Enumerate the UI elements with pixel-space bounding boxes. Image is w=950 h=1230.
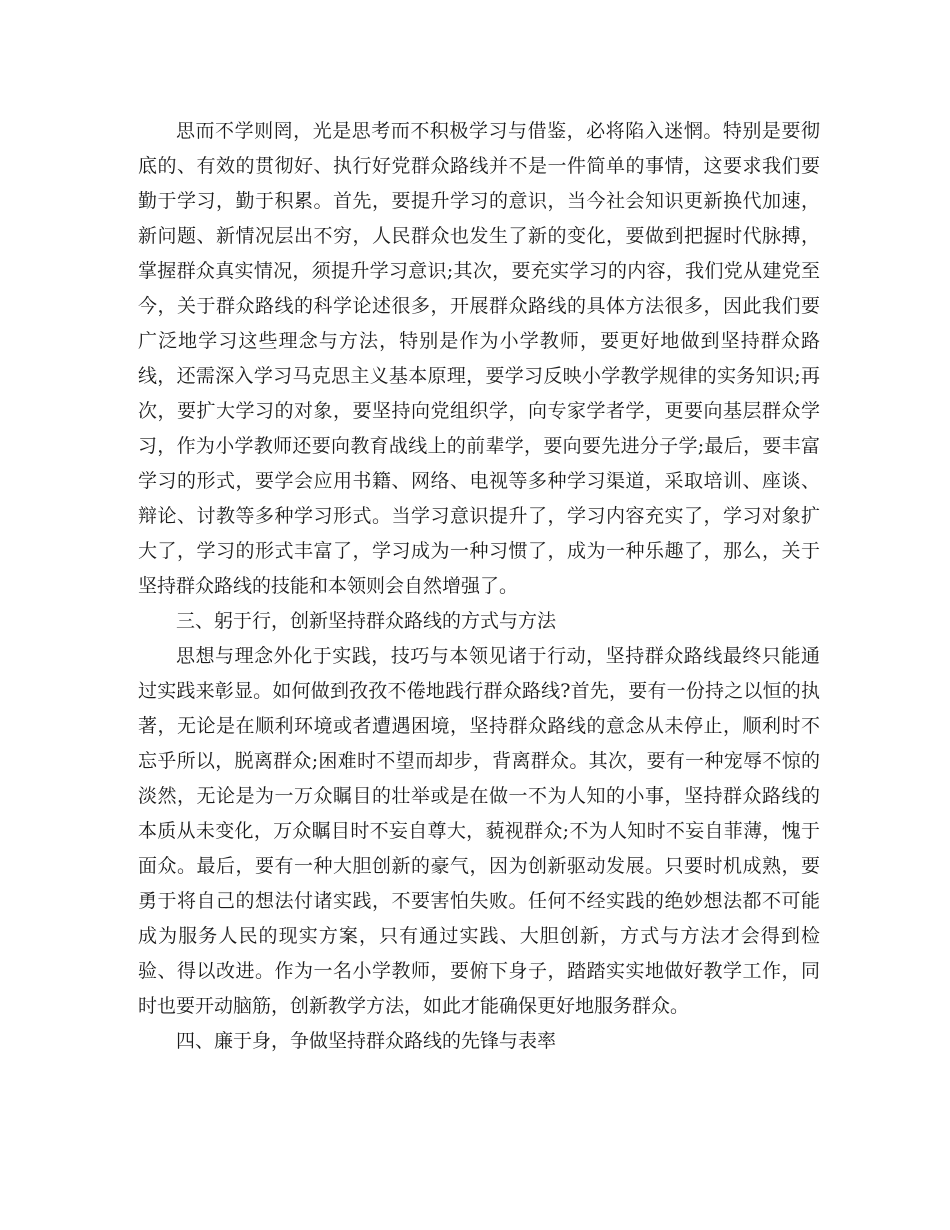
body-paragraph: 思想与理念外化于实践，技巧与本领见诸于行动，坚持群众路线最终只能通过实践来彰显。如何做到孜孜不倦地践行群众路线?首先，要有一份持之以恒的执著，无论是在顺利环境或者遭遇困境，坚持群众路线的意念从未停止，顺利时不忘乎所以，脱离群众;困难时不望而却步，背离群众。其次，要有一种宠辱不惊的淡然，无论是为一万众瞩目的壮举或是在做一不为人知的小事，坚持群众路线的本质从未变化，万众瞩目时不妄自尊大，藐视群众;不为人知时不妄自菲薄，愧于面众。最后，要有一种大胆创新的豪气，因为创新驱动发展。只要时机成熟，要勇于将自己的想法付诸实践，不要害怕失败。任何不经实践的绝妙想法都不可能成为服务人民的现实方案，只有通过实践、大胆创新，方式与方法才会得到检验、得以改进。作为一名小学教师，要俯下身子，踏踏实实地做好教学工作，同时也要开动脑筋，创新教学方法，如此才能确保更好地服务群众。 (138, 645, 820, 1017)
section-heading: 三、躬于行，创新坚持群众路线的方式与方法 (176, 610, 557, 632)
section-heading: 四、廉于身，争做坚持群众路线的先锋与表率 (176, 1030, 557, 1052)
document-body (138, 114, 820, 1059)
body-paragraph: 思而不学则罔，光是思考而不积极学习与借鉴，必将陷入迷惘。特别是要彻底的、有效的贯彻好、执行好党群众路线并不是一件简单的事情，这要求我们要勤于学习，勤于积累。首先，要提升学习的意识，当今社会知识更新换代加速，新问题、新情况层出不穷，人民群众也发生了新的变化，要做到把握时代脉搏，掌握群众真实情况，须提升学习意识;其次，要充实学习的内容，我们党从建党至今，关于群众路线的科学论述很多，开展群众路线的具体方法很多，因此我们要广泛地学习这些理念与方法，特别是作为小学教师，要更好地做到坚持群众路线，还需深入学习马克思主义基本原理，要学习反映小学教学规律的实务知识;再次，要扩大学习的对象，要坚持向党组织学，向专家学者学，更要向基层群众学习，作为小学教师还要向教育战线上的前辈学，要向要先进分子学;最后，要丰富学习的形式，要学会应用书籍、网络、电视等多种学习渠道，采取培训、座谈、辩论、讨教等多种学习形式。当学习意识提升了，学习内容充实了，学习对象扩大了，学习的形式丰富了，学习成为一种习惯了，成为一种乐趣了，那么，关于坚持群众路线的技能和本领则会自然增强了。 (138, 120, 820, 597)
